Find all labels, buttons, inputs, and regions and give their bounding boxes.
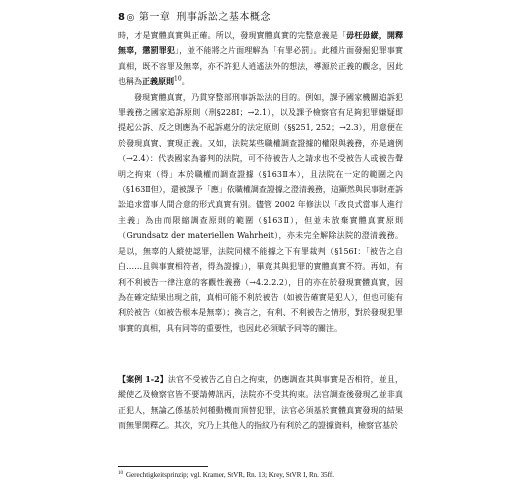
case-text: 法官不受被告乙自白之拘束，仍應調查其與事實是否相符，並且，縱使乙及檢察官皆不要請傳訊丙，法院亦不受其拘束。法官調查後發現乙並非真正犯人，無論乙係基於何種動機而頂替犯罪，法官必須基於實體真實發現的結果而無罪開釋乙。其次，究乃上其他人的指紋乃有利於乙的證據資料，檢察官基於	[118, 375, 403, 431]
text-run: 」，並不能將之片面理解為「有罪必罰」。此種片面發掘犯罪事實真相，既不容罪及無辜，亦不許犯人逍遙法外的想法，導源於正義的觀念，因此也稱為	[118, 46, 403, 87]
page-number: 8	[118, 12, 126, 23]
main-text	[118, 28, 403, 336]
footnote-text: Gerechtigkeitsprinzip; vgl. Kramer, StVR, Rn. 13; Krey, StVR I, Rn. 35ff.	[126, 471, 334, 479]
footnote-number: 10	[118, 470, 123, 476]
paragraph-1	[118, 28, 403, 90]
footnote-reference[interactable]: 10	[174, 75, 182, 83]
text-run: 。	[181, 77, 190, 87]
case-example	[118, 372, 403, 434]
running-header	[118, 8, 271, 23]
footnote-divider	[118, 466, 208, 467]
emphasis-term: 正義原則	[142, 76, 174, 87]
chapter-title: 刑事訴訟之基本概念	[176, 12, 271, 23]
footnote	[118, 471, 403, 480]
chapter-label: 第一章	[138, 12, 171, 23]
text-run: 時，才是實體真實與正確。所以，發現實體真實的完整意義是「	[118, 31, 347, 40]
emphasis-phrase: 毋枉毋縱，開釋無辜，懲罰罪犯	[118, 30, 404, 56]
case-label: 【案例 1-2】	[118, 374, 168, 384]
separator-circle-icon: ◎	[126, 13, 135, 23]
paragraph-2: 發現實體真實，乃貫穿整部刑事訴訟法的目的。例如，課予國家機關追訴犯罪義務之國家追訴原則（刑§228Ⅰ；→2.1），以及課予檢察官有足夠犯罪嫌疑即提起公訴、反之則應為不起訴處分的法定原則（§§251, 252；→2.3），用意便在於發現真實、實現正義。又如，法院某些職權調查證據的權限與義務，亦是適例（→2.4）：代表國家為審判的法院，可不待被告人之請求也不受被告人或被告聲明之拘束（得」本於職權而調查證據（§163Ⅱ本），且法院在一定的範圍之內（§163Ⅱ但），還被課予「應」依職權調查證據之澄清義務，這顯然與民事財產訴訟追求當事人間合意的形式真實有別。儘管 2002 年修法以「改良式當事人進行主義」為由而限縮調查原則的範圍（§163Ⅱ），但並未放棄實體真實原則（Grundsatz der materiellen Wahrheit），亦未完全解除法院的澄清義務。是以，無辜的人縱使認罪，法院同樣不能據之下有罪裁判（§156Ⅰ：「被告之自白……且與事實相符者，得為證據」），畢竟其與犯罪的實體真實不符。再如，有利不利被告一律注意的客觀性義務（→4.2.2.2），目的亦在於發現實體真實，因為在確定結果出現之前，真相可能不利於被告（如被告確實是犯人），但也可能有利於被告（如被告根本是無辜）；換言之，有利、不利被告之情形，對於發現犯罪事實的真相，具有同等的重要性，也因此必須賦予同等的關注。	[118, 92, 403, 333]
